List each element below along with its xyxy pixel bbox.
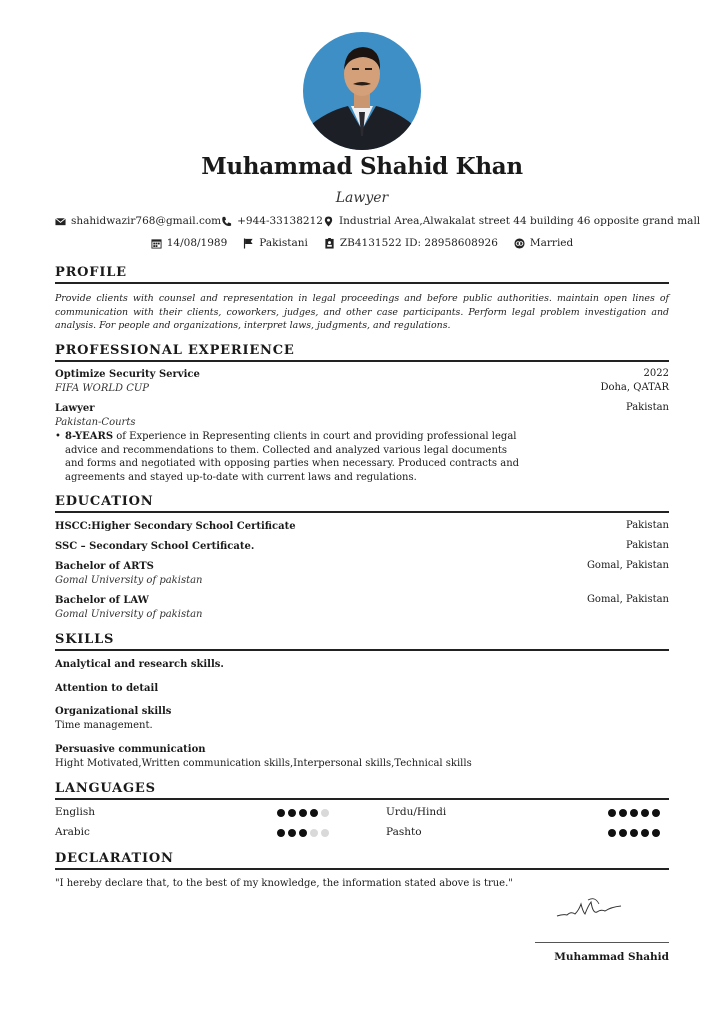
education-degree: Bachelor of ARTS <box>55 561 154 572</box>
job-date: 2022 <box>643 368 669 379</box>
education-location: Gomal, Pakistan <box>586 560 669 571</box>
location-pin-icon <box>323 216 334 227</box>
language-name: Arabic <box>55 826 90 838</box>
rating-dot-filled <box>619 809 627 817</box>
calendar-icon <box>151 238 162 249</box>
job-employer: Pakistan-Courts <box>55 417 136 428</box>
education-school: Gomal University of pakistan <box>55 575 203 586</box>
skill-name: Persuasive communication <box>55 744 206 755</box>
language-rating <box>608 829 660 837</box>
rating-dot-filled <box>299 829 307 837</box>
signature-name: Muhammad Shahid <box>554 951 669 963</box>
rating-dot-filled <box>652 809 660 817</box>
rating-dot-filled <box>288 809 296 817</box>
phone-text: +944-33138212 <box>237 215 323 227</box>
bullet-highlight: 8-YEARS <box>65 431 114 442</box>
id-card-icon <box>324 238 335 249</box>
phone-icon <box>221 216 232 227</box>
education-location: Pakistan <box>625 520 669 531</box>
section-title-languages: LANGUAGES <box>55 781 669 800</box>
education-degree: HSCC:Higher Secondary School Certificate <box>55 521 296 532</box>
language-name: English <box>55 806 96 818</box>
flag-icon <box>243 238 254 249</box>
id-item <box>324 237 498 249</box>
job-title: Lawyer <box>55 403 95 414</box>
section-title-skills: SKILLS <box>55 632 669 651</box>
rating-dot-filled <box>608 809 616 817</box>
marital-item <box>514 237 573 249</box>
rating-dot-filled <box>652 829 660 837</box>
profile-photo <box>303 32 421 150</box>
rating-dot-empty <box>310 829 318 837</box>
job-bullet <box>55 430 525 484</box>
dob-item <box>151 237 228 249</box>
email-item[interactable] <box>55 215 221 227</box>
rating-dot-filled <box>619 829 627 837</box>
rating-dot-filled <box>641 829 649 837</box>
skill-name: Attention to detail <box>55 683 159 694</box>
section-title-declaration: DECLARATION <box>55 851 669 870</box>
address-item <box>323 215 700 227</box>
rating-dot-filled <box>310 809 318 817</box>
phone-item[interactable] <box>221 215 323 227</box>
rating-dot-filled <box>299 809 307 817</box>
education-school: Gomal University of pakistan <box>55 609 203 620</box>
section-title-experience: PROFESSIONAL EXPERIENCE <box>55 343 669 362</box>
job-location: Pakistan <box>625 402 669 413</box>
candidate-name: Muhammad Shahid Khan <box>201 153 523 180</box>
profile-summary: Provide clients with counsel and representation in legal proceedings and before public authorities. maintain open lines of communication with their clients, coworkers, judges, and other case participants. Perform legal problem investigation and analysis. For people and organizations, interpret laws, judgments, and regulations. <box>55 293 669 331</box>
signature-line <box>535 942 669 943</box>
education-degree: SSC – Secondary School Certificate. <box>55 541 255 552</box>
skill-detail: Time management. <box>55 720 153 731</box>
address-text: Industrial Area,Alwakalat street 44 building 46 opposite grand mall <box>338 215 701 227</box>
language-rating <box>277 809 329 817</box>
dob-text: 14/08/1989 <box>166 237 228 249</box>
id-text: ZB4131522 ID: 28958608926 <box>339 237 498 249</box>
language-rating <box>277 829 329 837</box>
rating-dot-filled <box>608 829 616 837</box>
nationality-item <box>243 237 308 249</box>
education-location: Pakistan <box>625 540 669 551</box>
contact-row-2 <box>55 237 669 249</box>
job-title: Optimize Security Service <box>55 369 200 380</box>
education-location: Gomal, Pakistan <box>586 594 669 605</box>
language-name: Pashto <box>386 826 422 838</box>
declaration-text: "I hereby declare that, to the best of my knowledge, the information stated above is true." <box>55 878 513 889</box>
rating-dot-filled <box>277 809 285 817</box>
rating-dot-empty <box>321 809 329 817</box>
bullet-text: of Experience in Representing clients in court and providing professional legal advice and recommendations to them. Collected and analyzed various legal documents and forms and negotiated with opposing parties when necessary. Produced contracts and agreements and stayed up-to-date with current laws and regulations. <box>65 431 520 483</box>
rings-icon <box>514 238 525 249</box>
job-location: Doha, QATAR <box>600 382 669 393</box>
section-title-education: EDUCATION <box>55 494 669 513</box>
rating-dot-filled <box>630 809 638 817</box>
language-name: Urdu/Hindi <box>386 806 447 818</box>
envelope-icon <box>55 216 66 227</box>
bullet-dot: • <box>55 431 61 442</box>
email-text: shahidwazir768@gmail.com <box>71 215 222 227</box>
signature-image <box>555 892 627 924</box>
job-employer: FIFA WORLD CUP <box>55 383 150 394</box>
candidate-role: Lawyer <box>335 190 389 206</box>
section-title-profile: PROFILE <box>55 265 669 284</box>
skill-name: Organizational skills <box>55 706 172 717</box>
nationality-text: Pakistani <box>259 237 308 249</box>
contact-row-1 <box>55 215 701 227</box>
skill-name: Analytical and research skills. <box>55 659 224 670</box>
rating-dot-filled <box>641 809 649 817</box>
rating-dot-filled <box>630 829 638 837</box>
skill-detail: Hight Motivated,Written communication skills,Interpersonal skills,Technical skills <box>55 758 472 769</box>
language-rating <box>608 809 660 817</box>
rating-dot-filled <box>288 829 296 837</box>
marital-text: Married <box>529 237 574 249</box>
education-degree: Bachelor of LAW <box>55 595 149 606</box>
rating-dot-empty <box>321 829 329 837</box>
rating-dot-filled <box>277 829 285 837</box>
